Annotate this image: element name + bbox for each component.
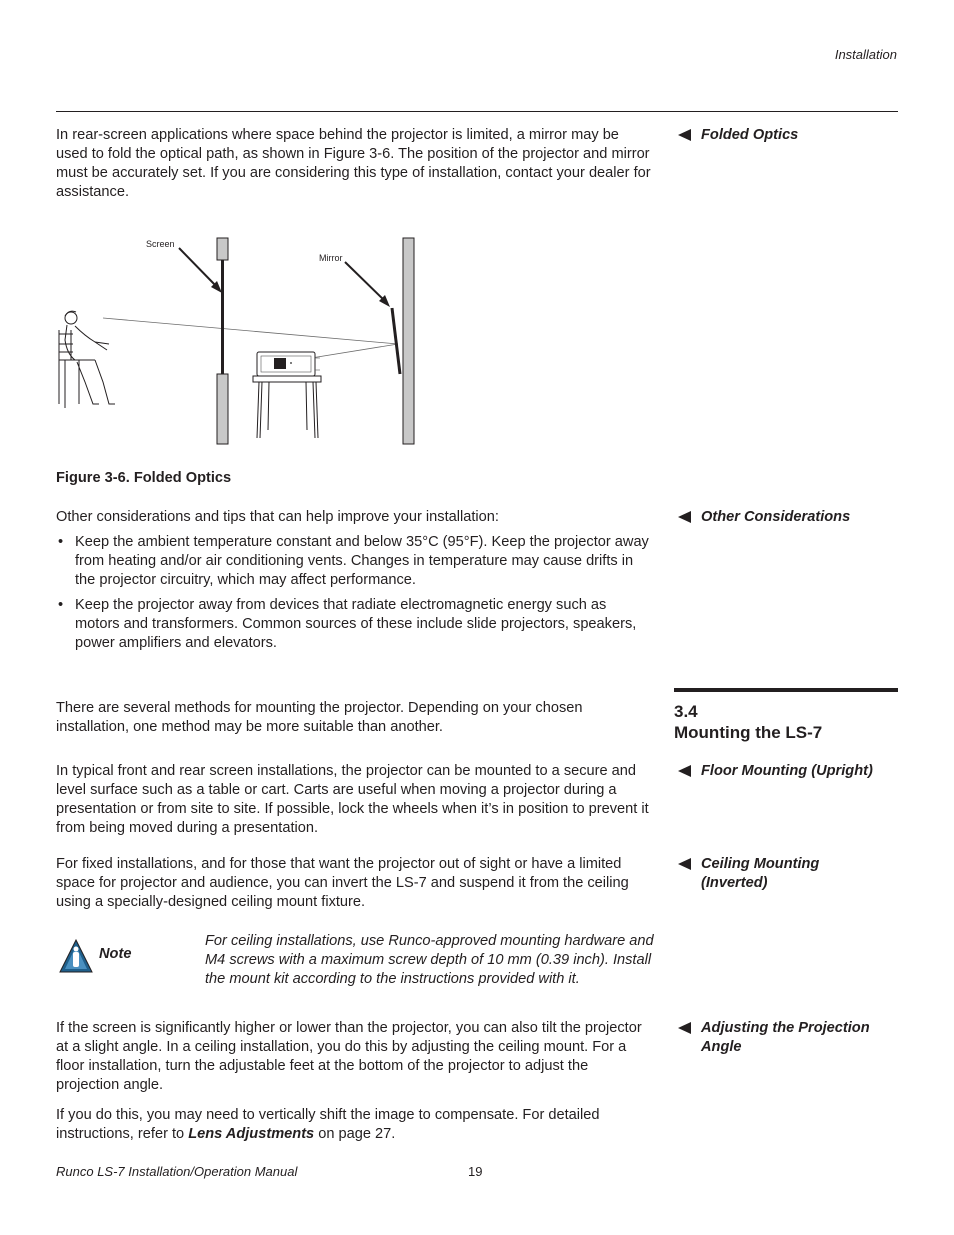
arrow-icon bbox=[678, 511, 691, 523]
section-rule bbox=[674, 688, 898, 692]
adjusting-angle-paragraph-1: If the screen is significantly higher or lower than the projector, you can also tilt the projector at a slight angle. In a ceiling installation, you do this by adjusting the ceiling mount. For a floor installation, turn the adjustable feet at the bottom of the projector to adjust the projection angle. bbox=[56, 1020, 642, 1093]
section-title: Mounting the LS-7 bbox=[674, 723, 823, 742]
side-heading-floor-mounting: Floor Mounting (Upright) bbox=[674, 762, 901, 781]
figure-caption: Figure 3-6. Folded Optics bbox=[56, 470, 232, 486]
footer-page-number: 19 bbox=[468, 1164, 483, 1179]
mirror-pointer-line bbox=[345, 262, 386, 302]
considerations-list bbox=[56, 533, 654, 653]
note-pointer-icon bbox=[58, 938, 94, 974]
section-number: 3.4 bbox=[674, 702, 698, 721]
mounting-intro: There are several methods for mounting the projector. Depending on your chosen installation, one method may be more suitable than another. bbox=[56, 700, 583, 735]
lens-adjustments-link[interactable]: Lens Adjustments bbox=[188, 1126, 315, 1142]
adjusting-angle-paragraph-2: If you do this, you may need to vertically shift the image to compensate. For detailed instructions, refer to Lens Adjustments on page 27. bbox=[56, 1107, 600, 1142]
header-rule bbox=[56, 111, 898, 112]
section-heading bbox=[674, 701, 822, 743]
arrow-icon bbox=[678, 129, 691, 141]
side-heading-adjusting-angle: Adjusting the Projection Angle bbox=[674, 1019, 901, 1057]
seated-viewer-drawing bbox=[59, 311, 115, 408]
arrow-icon bbox=[678, 858, 691, 870]
projection-line-lower bbox=[305, 344, 398, 359]
screen-label: Screen bbox=[146, 239, 175, 249]
list-item: • Keep the projector away from devices that radiate electromagnetic energy such as motors and transformers. Common sources of these include slide projectors, speakers, power amplifiers and elevators. bbox=[58, 597, 637, 651]
side-heading-other-considerations: Other Considerations bbox=[674, 508, 901, 527]
screen-pointer-line bbox=[179, 248, 218, 288]
projection-line-upper bbox=[103, 318, 398, 344]
note-label: Note bbox=[99, 946, 132, 962]
screen-top-panel bbox=[217, 238, 228, 260]
floor-mounting-paragraph: In typical front and rear screen installations, the projector can be mounted to a secure and level surface such as a table or cart. Carts are useful when moving a projector during a presentation or from site to site. If possible, lock the wheels when it’s in position to prevent it from being moved during a presentation. bbox=[56, 763, 649, 836]
footer-manual-title: Runco LS-7 Installation/Operation Manual bbox=[56, 1164, 298, 1179]
note-text: For ceiling installations, use Runco-approved mounting hardware and M4 screws with a maximum screw depth of 10 mm (0.39 inch). Install the mount kit according to the instructions provided with it. bbox=[205, 933, 654, 987]
other-considerations-intro: Other considerations and tips that can help improve your installation: bbox=[56, 509, 499, 525]
table-drawing bbox=[253, 376, 321, 438]
ceiling-mounting-paragraph: For fixed installations, and for those that want the projector out of sight or have a limited space for projector and audience, you can invert the LS-7 and suspend it from the ceiling using a specially-designed ceiling mount fixture. bbox=[56, 856, 629, 910]
list-item: • Keep the ambient temperature constant and below 35°C (95°F). Keep the projector away from heating and/or air conditioning vents. Changes in temperature may cause drifts in the projector circuitry, which may affect performance. bbox=[58, 534, 649, 588]
rear-wall bbox=[403, 238, 414, 444]
screen-bottom-panel bbox=[217, 374, 228, 444]
mirror-line bbox=[392, 308, 400, 374]
side-heading-folded-optics: Folded Optics bbox=[674, 126, 901, 145]
mirror-label: Mirror bbox=[319, 253, 343, 263]
projector-drawing bbox=[257, 352, 320, 376]
side-heading-ceiling-mounting: Ceiling Mounting (Inverted) bbox=[674, 855, 901, 893]
arrow-icon bbox=[678, 1022, 691, 1034]
folded-optics-figure bbox=[55, 232, 425, 448]
running-header: Installation bbox=[834, 47, 897, 62]
folded-optics-paragraph: In rear-screen applications where space behind the projector is limited, a mirror may be used to fold the optical path, as shown in Figure 3-6. The position of the projector and mirror must be accurately set. If you are considering this type of installation, contact your dealer for assistance. bbox=[56, 127, 651, 200]
adjusting-angle-block bbox=[56, 1019, 654, 1144]
other-considerations-block bbox=[56, 508, 654, 659]
arrow-icon bbox=[678, 765, 691, 777]
